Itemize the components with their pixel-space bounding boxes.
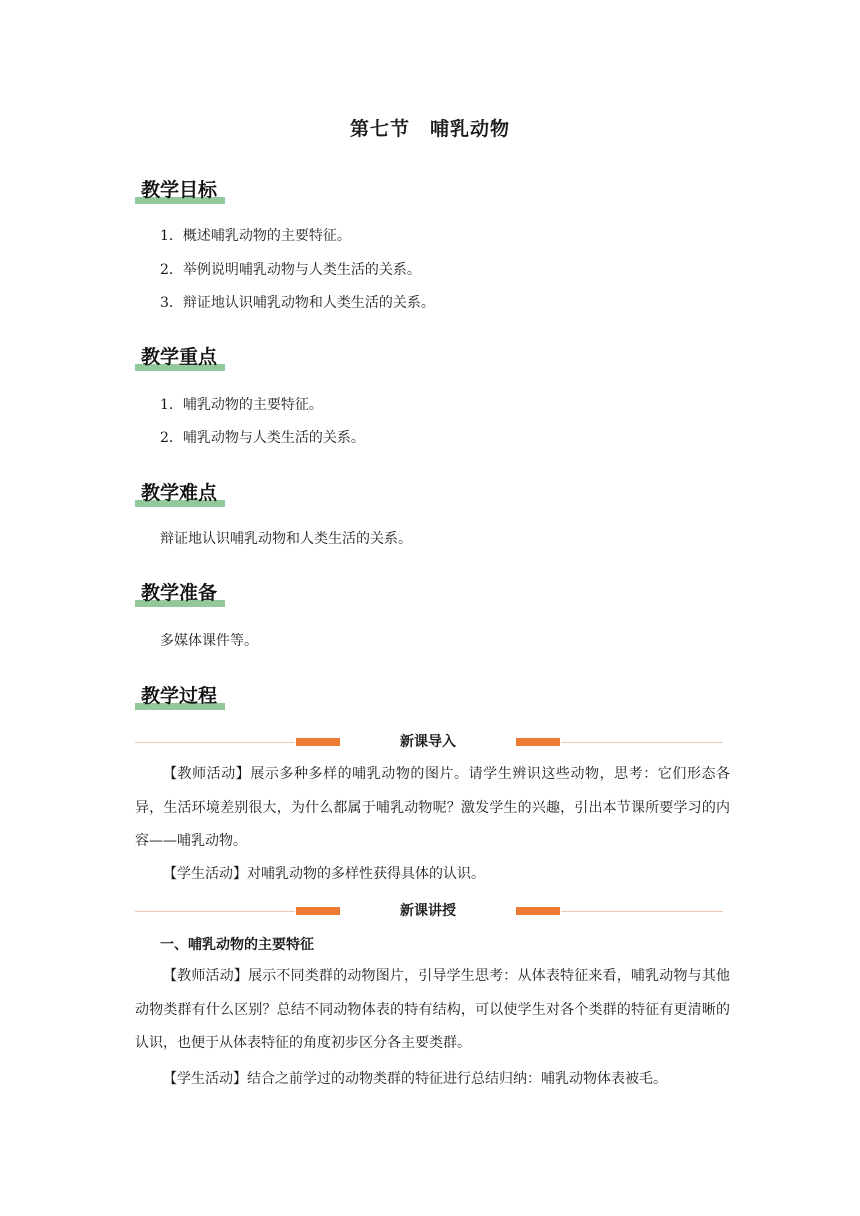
divider-block-left [296, 738, 340, 746]
divider-label: 新课导入 [400, 734, 456, 750]
difficulty-text: 辩证地认识哺乳动物和人类生活的关系。 [160, 531, 412, 547]
divider-rule-left [135, 742, 295, 743]
intro-teacher-activity: 【教师活动】展示多种多样的哺乳动物的图片。请学生辨识这些动物，思考：它们形态各异，生活环境差别很大，为什么都属于哺乳动物呢？激发学生的兴趣，引出本节课所要学习的内容——哺乳动物。 [135, 766, 730, 849]
lecture-student-activity: 【学生活动】结合之前学过的动物类群的特征进行总结归纳：哺乳动物体表被毛。 [163, 1071, 667, 1087]
lecture-teacher-activity: 【教师活动】展示不同类群的动物图片，引导学生思考：从体表特征来看，哺乳动物与其他动物类群有什么区别？总结不同动物体表的特有结构，可以使学生对各个类群的特征有更清晰的认识，也便于从体表特征的角度初步区分各主要类群。 [135, 968, 730, 1051]
divider-intro [135, 732, 723, 752]
divider-rule-left [135, 911, 295, 912]
list-item: 2．举例说明哺乳动物与人类生活的关系。 [160, 262, 421, 278]
page-title: 第七节 哺乳动物 [349, 118, 510, 140]
list-item: 2．哺乳动物与人类生活的关系。 [160, 430, 365, 446]
intro-student-activity: 【学生活动】对哺乳动物的多样性获得具体的认识。 [163, 866, 485, 882]
divider-label: 新课讲授 [400, 903, 456, 919]
list-item: 1．哺乳动物的主要特征。 [160, 397, 323, 413]
section-heading-label: 教学目标 [141, 179, 218, 201]
divider-lecture [135, 901, 723, 921]
section-heading-label: 教学难点 [141, 482, 218, 504]
list-item: 3．辩证地认识哺乳动物和人类生活的关系。 [160, 295, 435, 311]
section-heading-label: 教学准备 [141, 582, 218, 604]
list-item: 1．概述哺乳动物的主要特征。 [160, 228, 351, 244]
divider-block-right [516, 907, 560, 915]
divider-rule-right [561, 742, 723, 743]
divider-block-right [516, 738, 560, 746]
divider-rule-right [561, 911, 723, 912]
preparation-text: 多媒体课件等。 [160, 633, 258, 649]
divider-block-left [296, 907, 340, 915]
section-heading-label: 教学过程 [141, 685, 218, 707]
lecture-subheading: 一、哺乳动物的主要特征 [160, 937, 314, 953]
section-heading-label: 教学重点 [141, 346, 218, 368]
